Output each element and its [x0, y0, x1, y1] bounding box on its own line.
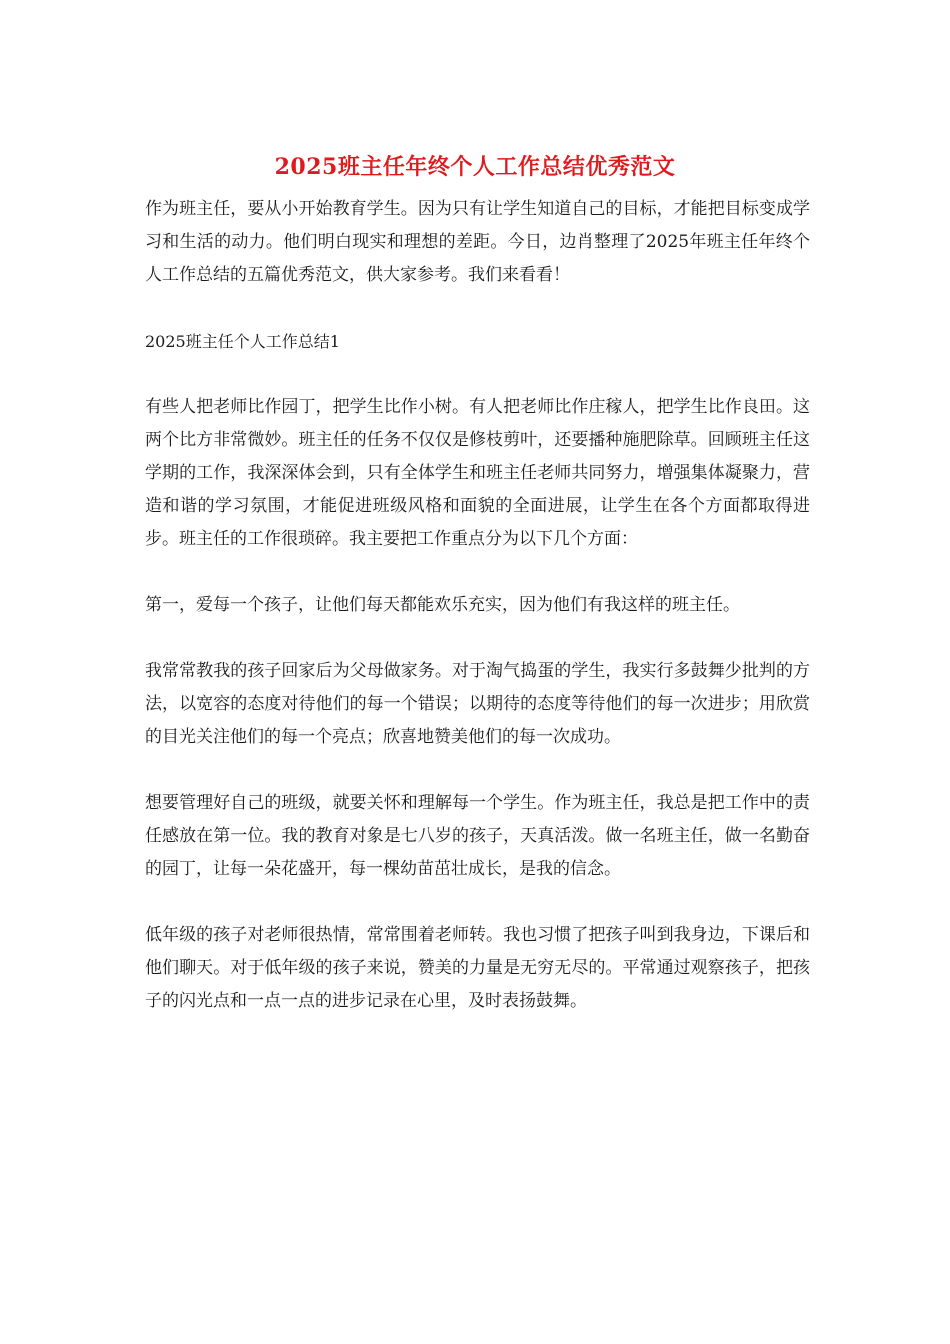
body-paragraph: 第一，爱每一个孩子，让他们每天都能欢乐充实，因为他们有我这样的班主任。	[145, 595, 740, 615]
intro-paragraph: 作为班主任，要从小开始教育学生。因为只有让学生知道自己的目标，才能把目标变成学习和生活的动力。他们明白现实和理想的差距。今日，边肖整理了2025年班主任年终个人工作总结的五篇优秀范文，供大家参考。我们来看看！	[145, 199, 810, 285]
body-paragraph: 我常常教我的孩子回家后为父母做家务。对于淘气捣蛋的学生，我实行多鼓舞少批判的方法，以宽容的态度对待他们的每一个错误；以期待的态度等待他们的每一次进步；用欣赏的目光关注他们的每一个亮点；欣喜地赞美他们的每一次成功。	[145, 661, 810, 747]
body-paragraph: 低年级的孩子对老师很热情，常常围着老师转。我也习惯了把孩子叫到我身边，下课后和他们聊天。对于低年级的孩子来说，赞美的力量是无穷无尽的。平常通过观察孩子，把孩子的闪光点和一点一点的进步记录在心里，及时表扬鼓舞。	[145, 925, 810, 1011]
body-paragraph: 想要管理好自己的班级，就要关怀和理解每一个学生。作为班主任，我总是把工作中的责任感放在第一位。我的教育对象是七八岁的孩子，天真活泼。做一名班主任，做一名勤奋的园丁，让每一朵花盛开，每一棵幼苗茁壮成长，是我的信念。	[145, 793, 810, 879]
section-heading: 2025班主任个人工作总结1	[145, 332, 340, 351]
body-paragraph: 有些人把老师比作园丁，把学生比作小树。有人把老师比作庄稼人，把学生比作良田。这两个比方非常微妙。班主任的任务不仅仅是修枝剪叶，还要播种施肥除草。回顾班主任这学期的工作，我深深体会到，只有全体学生和班主任老师共同努力，增强集体凝聚力，营造和谐的学习氛围，才能促进班级风格和面貌的全面进展，让学生在各个方面都取得进步。班主任的工作很琐碎。我主要把工作重点分为以下几个方面：	[145, 397, 810, 549]
document-title: 2025班主任年终个人工作总结优秀范文	[274, 154, 676, 180]
document-body	[145, 193, 810, 1051]
